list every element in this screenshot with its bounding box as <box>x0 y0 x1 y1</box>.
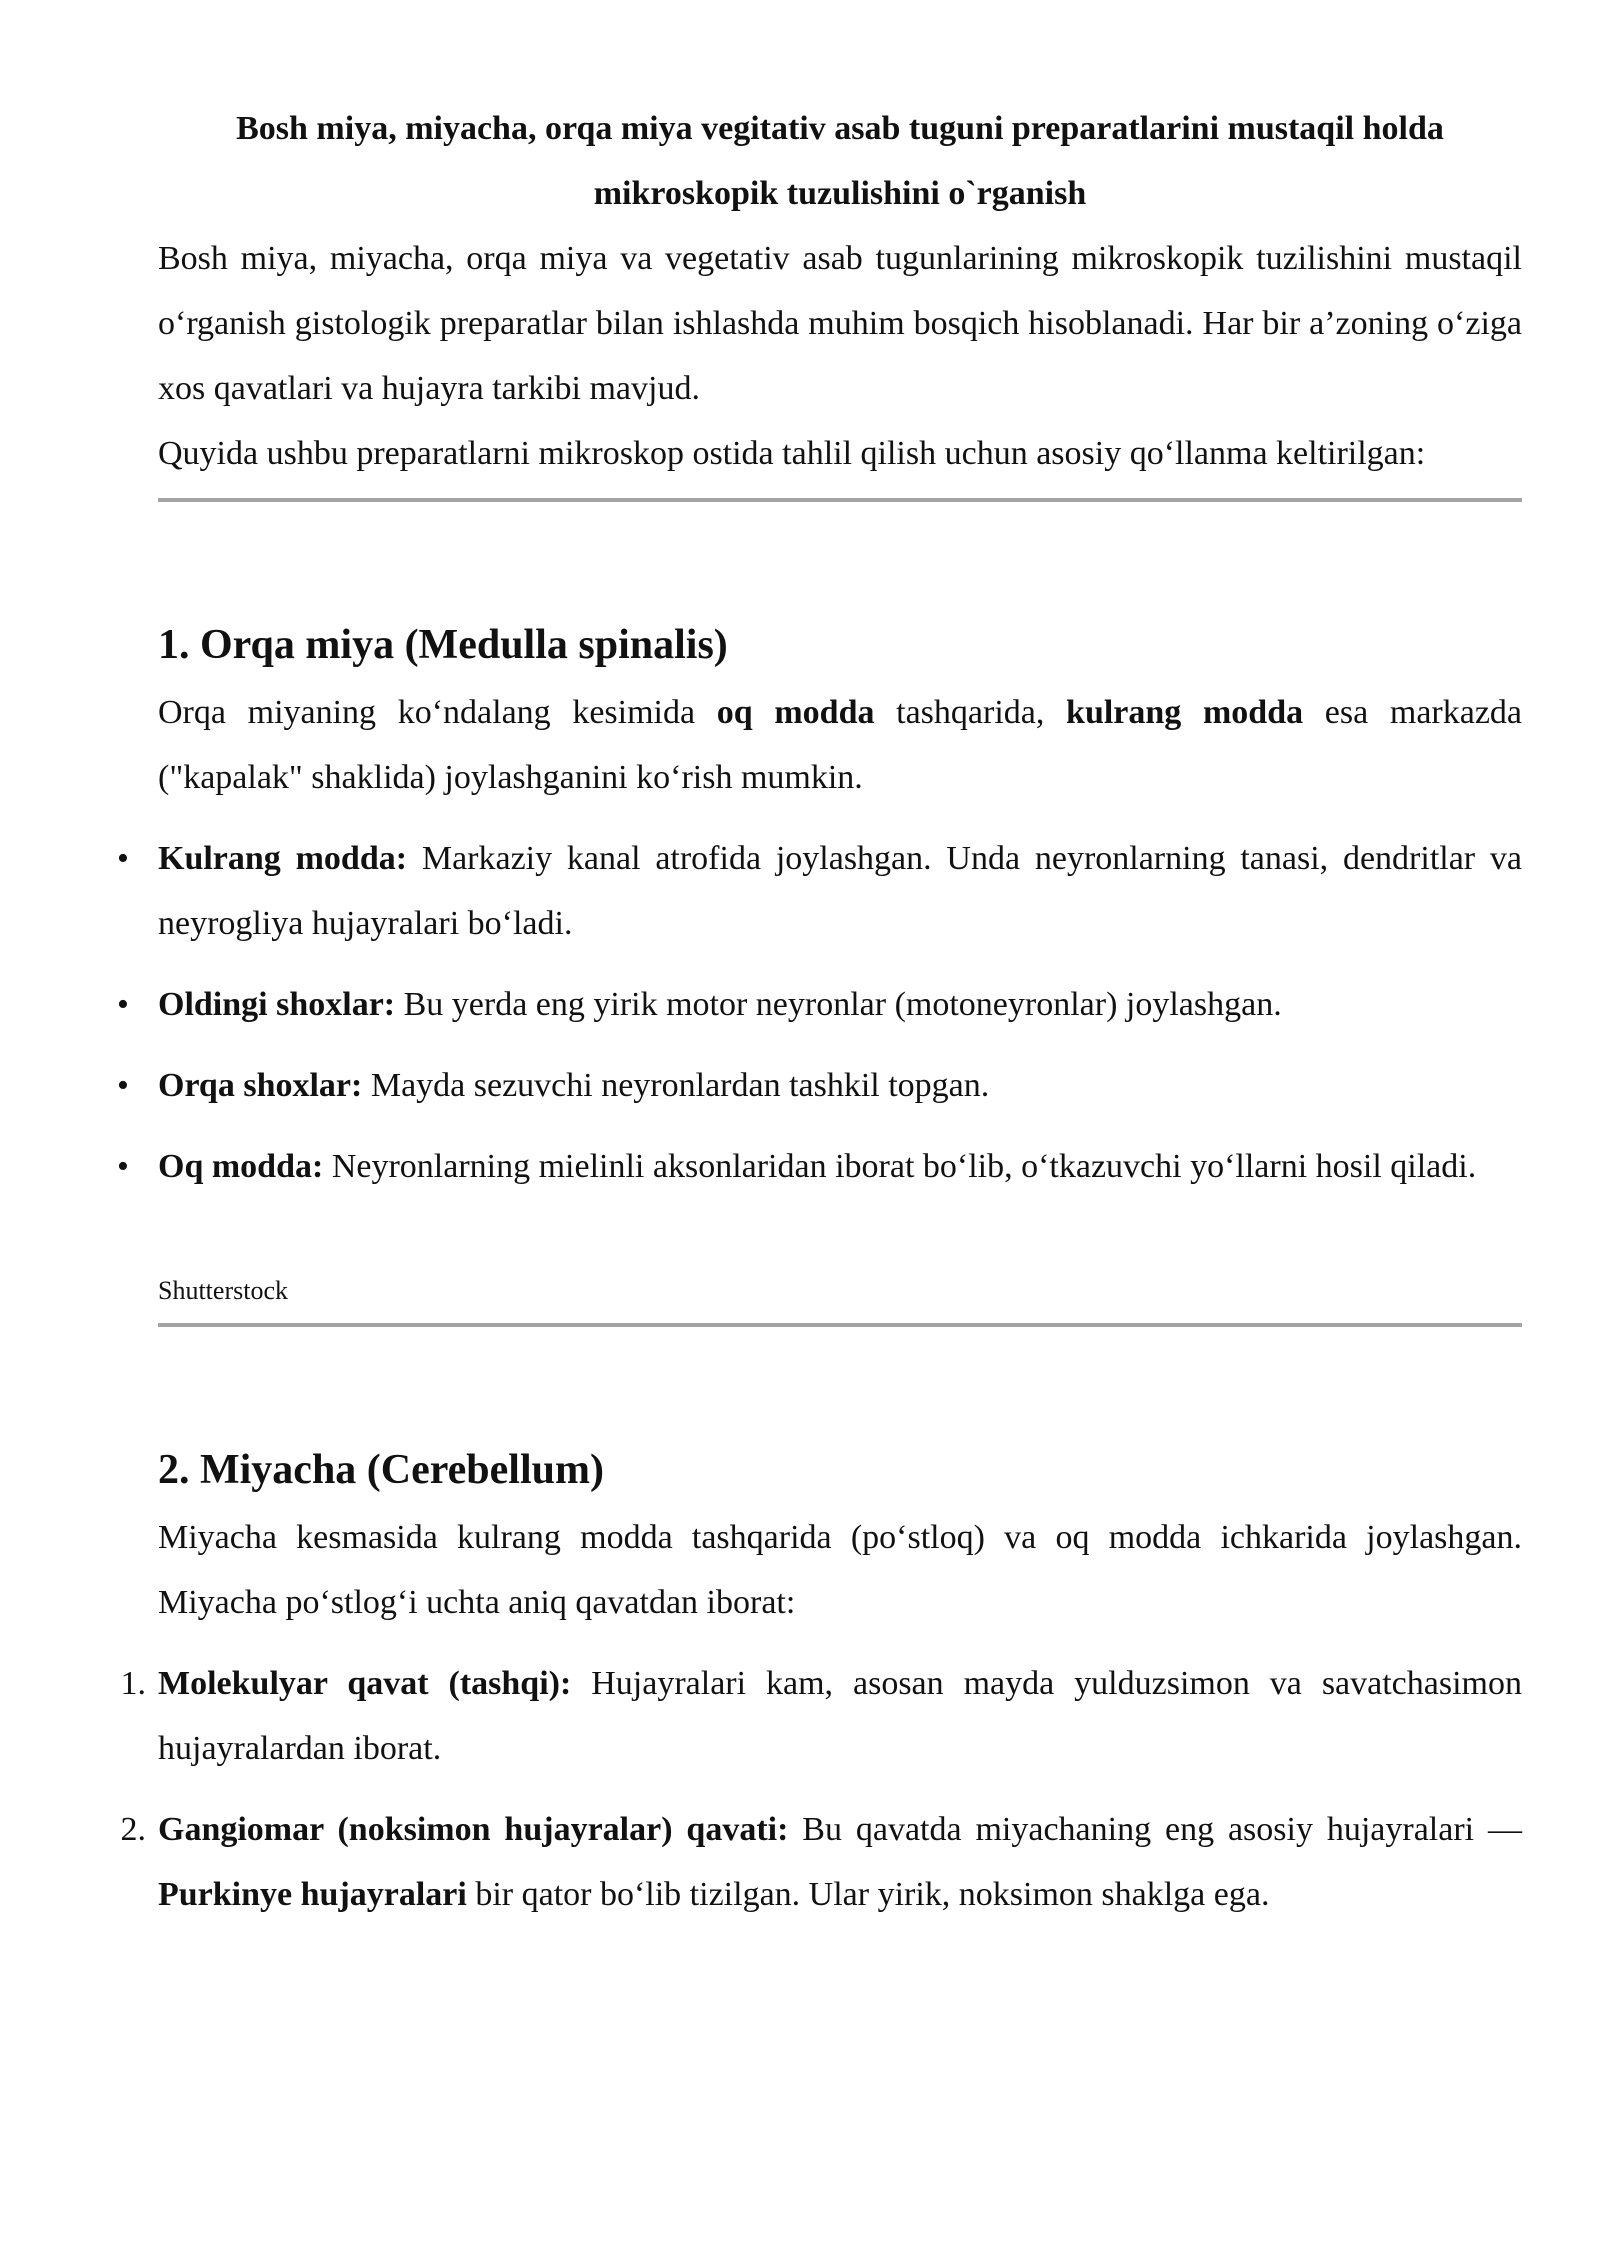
horizontal-divider <box>158 498 1522 502</box>
list-item-term-inline: Purkinye hujayralari <box>158 1876 467 1913</box>
cerebellum-layer-list <box>120 1651 1522 1927</box>
list-item-term: Orqa shoxlar: <box>158 1067 363 1104</box>
bullet-icon: • <box>117 1148 129 1185</box>
list-item <box>117 1134 1522 1199</box>
list-item-text: Neyronlarning mielinli aksonlaridan iborat bo‘lib, o‘tkazuvchi yo‘llarni hosil qiladi. <box>323 1148 1477 1185</box>
image-source-caption: Shutterstock <box>158 1276 288 1305</box>
bold-term: oq modda <box>716 694 875 731</box>
bullet-icon: • <box>117 1067 129 1104</box>
list-item-text: Bu qavatda miyachaning eng asosiy hujayralari — <box>788 1811 1522 1848</box>
list-item-term: Oldingi shoxlar: <box>158 986 396 1023</box>
text-run: Orqa miyaning ko‘ndalang kesimida <box>158 694 717 731</box>
text-run: esa markazda ("kapalak" shaklida) joylashganini ko‘rish mumkin. <box>158 694 1523 796</box>
list-item-term: Kulrang modda: <box>158 840 408 877</box>
document-title: Bosh miya, miyacha, orqa miya vegitativ asab tuguni preparatlarini mustaqil holda mikroskopik tuzulishini o`rganish <box>236 110 1444 212</box>
list-item-text: Mayda sezuvchi neyronlardan tashkil topgan. <box>362 1067 990 1104</box>
list-item-text: Hujayralari kam, asosan mayda yulduzsimon va savatchasimon hujayralardan iborat. <box>158 1665 1522 1767</box>
bullet-icon: • <box>117 986 129 1023</box>
list-number: 1. <box>120 1665 146 1702</box>
list-item <box>120 1797 1522 1927</box>
list-item-term: Oq modda: <box>158 1148 324 1185</box>
list-item <box>117 1053 1522 1118</box>
bold-term: kulrang modda <box>1066 694 1304 731</box>
spinal-cord-bullet-list <box>117 826 1522 1199</box>
intro-paragraph-1: Bosh miya, miyacha, orqa miya va vegetativ asab tugunlarining mikroskopik tuzilishini mustaqil o‘rganish gistologik preparatlar bilan ishlashda muhim bosqich hisoblanadi. Har bir a’zoning o‘ziga xos qavatlari va hujayra tarkibi mavjud. <box>158 240 1522 407</box>
section2-paragraph: Miyacha kesmasida kulrang modda tashqarida (po‘stloq) va oq modda ichkarida joylashgan. Miyacha po‘stlog‘i uchta aniq qavatdan iborat: <box>158 1519 1522 1621</box>
list-item <box>117 826 1522 956</box>
horizontal-divider <box>158 1323 1522 1327</box>
list-number: 2. <box>120 1811 146 1848</box>
list-item <box>120 1651 1522 1781</box>
list-item-text: Bu yerda eng yirik motor neyronlar (motoneyronlar) joylashgan. <box>395 986 1282 1023</box>
list-item-text: Markaziy kanal atrofida joylashgan. Unda neyronlarning tanasi, dendritlar va neyrogliya hujayralari bo‘ladi. <box>158 840 1522 942</box>
bullet-icon: • <box>117 840 129 877</box>
intro-paragraph-2: Quyida ushbu preparatlarni mikroskop ostida tahlil qilish uchun asosiy qo‘llanma keltirilgan: <box>158 435 1426 472</box>
list-item-text: bir qator bo‘lib tizilgan. Ular yirik, noksimon shaklga ega. <box>466 1876 1270 1913</box>
text-run: tashqarida, <box>874 694 1067 731</box>
section-heading-spinal-cord: 1. Orqa miya (Medulla spinalis) <box>158 622 728 668</box>
document-page <box>117 96 1523 1943</box>
list-item-term: Molekulyar qavat (tashqi): <box>158 1665 572 1702</box>
list-item-term: Gangiomar (noksimon hujayralar) qavati: <box>158 1811 789 1848</box>
section1-paragraph <box>158 680 1522 810</box>
list-item <box>117 972 1522 1037</box>
section-heading-cerebellum: 2. Miyacha (Cerebellum) <box>158 1447 604 1493</box>
